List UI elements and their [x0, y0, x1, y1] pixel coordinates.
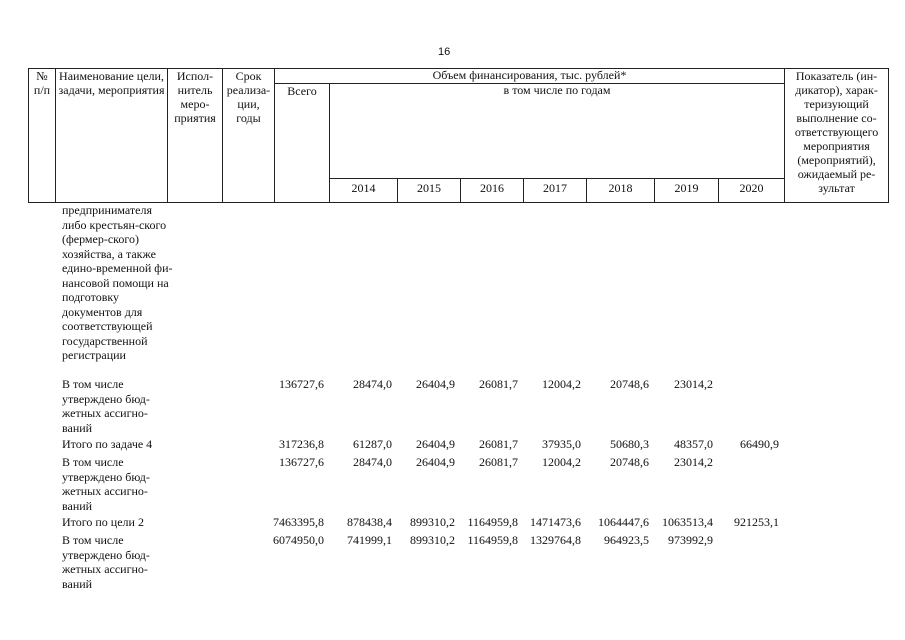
row-name: В том числе утверждено бюд-жетных ассигно-ваний	[62, 533, 150, 591]
cell-2018: 1064447,6	[598, 515, 649, 529]
cell-2018: 50680,3	[610, 437, 649, 451]
cell-2015: 899310,2	[410, 515, 455, 529]
table-row	[28, 203, 868, 377]
row-name: В том числе утверждено бюд-жетных ассигно-ваний	[62, 377, 150, 435]
cell-2015: 26404,9	[416, 437, 455, 451]
cell-2014: 741999,1	[347, 533, 392, 547]
header-executor: Испол-нитель меро-приятия	[168, 69, 223, 203]
cell-2017: 1329764,8	[530, 533, 581, 547]
header-year: 2020	[719, 179, 785, 203]
header-total: Всего	[275, 84, 330, 203]
cell-2017: 37935,0	[542, 437, 581, 451]
table-row	[28, 455, 868, 515]
cell-2016: 1164959,8	[467, 533, 518, 547]
header-name: Наименование цели, задачи, мероприятия	[56, 69, 168, 203]
row-name: В том числе утверждено бюд-жетных ассигно-ваний	[62, 455, 150, 513]
cell-2019: 23014,2	[674, 455, 713, 469]
cell-2015: 899310,2	[410, 533, 455, 547]
cell-total: 6074950,0	[273, 533, 324, 547]
cell-2019: 1063513,4	[662, 515, 713, 529]
cell-2016: 26081,7	[479, 455, 518, 469]
table-row	[28, 437, 868, 455]
header-year: 2018	[587, 179, 655, 203]
header-term: Срок реализа-ции, годы	[223, 69, 275, 203]
page-number: 16	[438, 46, 451, 58]
header-financing: Объем финансирования, тыс. рублей*	[275, 69, 785, 84]
cell-2014: 28474,0	[353, 455, 392, 469]
cell-2017: 12004,2	[542, 377, 581, 391]
row-name: предпринимателя либо крестьян-ского (фермер-ского) хозяйства, а также едино-временной фи-нансовой помощи на подготовку документов для соответствующей государственной регистрации	[62, 203, 173, 362]
header-by-years: в том числе по годам	[330, 84, 785, 179]
cell-2016: 26081,7	[479, 437, 518, 451]
header-year: 2015	[398, 179, 461, 203]
cell-2018: 20748,6	[610, 377, 649, 391]
header-year: 2016	[461, 179, 524, 203]
row-name: Итого по цели 2	[62, 515, 144, 529]
header-year: 2017	[524, 179, 587, 203]
table-row	[28, 515, 868, 533]
cell-2014: 878438,4	[347, 515, 392, 529]
financing-table-header	[28, 68, 889, 203]
header-indicator: Показатель (ин-дикатор), харак-теризующий выполнение со-ответствующего мероприятия (мероприятий), ожидаемый ре-зультат	[785, 69, 889, 203]
cell-2017: 1471473,6	[530, 515, 581, 529]
table-row	[28, 533, 868, 593]
cell-2020: 66490,9	[740, 437, 779, 451]
cell-2016: 26081,7	[479, 377, 518, 391]
cell-2017: 12004,2	[542, 455, 581, 469]
cell-total: 136727,6	[279, 377, 324, 391]
table-body	[28, 203, 868, 593]
cell-2014: 28474,0	[353, 377, 392, 391]
cell-2015: 26404,9	[416, 377, 455, 391]
cell-2019: 23014,2	[674, 377, 713, 391]
row-name: Итого по задаче 4	[62, 437, 153, 451]
table-row	[28, 377, 868, 437]
cell-total: 136727,6	[279, 455, 324, 469]
cell-2018: 20748,6	[610, 455, 649, 469]
cell-total: 317236,8	[279, 437, 324, 451]
cell-total: 7463395,8	[273, 515, 324, 529]
cell-2020: 921253,1	[734, 515, 779, 529]
cell-2015: 26404,9	[416, 455, 455, 469]
cell-2014: 61287,0	[353, 437, 392, 451]
cell-2019: 973992,9	[668, 533, 713, 547]
header-year: 2014	[330, 179, 398, 203]
cell-2018: 964923,5	[604, 533, 649, 547]
cell-2019: 48357,0	[674, 437, 713, 451]
header-year: 2019	[655, 179, 719, 203]
cell-2016: 1164959,8	[467, 515, 518, 529]
header-num: № п/п	[29, 69, 56, 203]
